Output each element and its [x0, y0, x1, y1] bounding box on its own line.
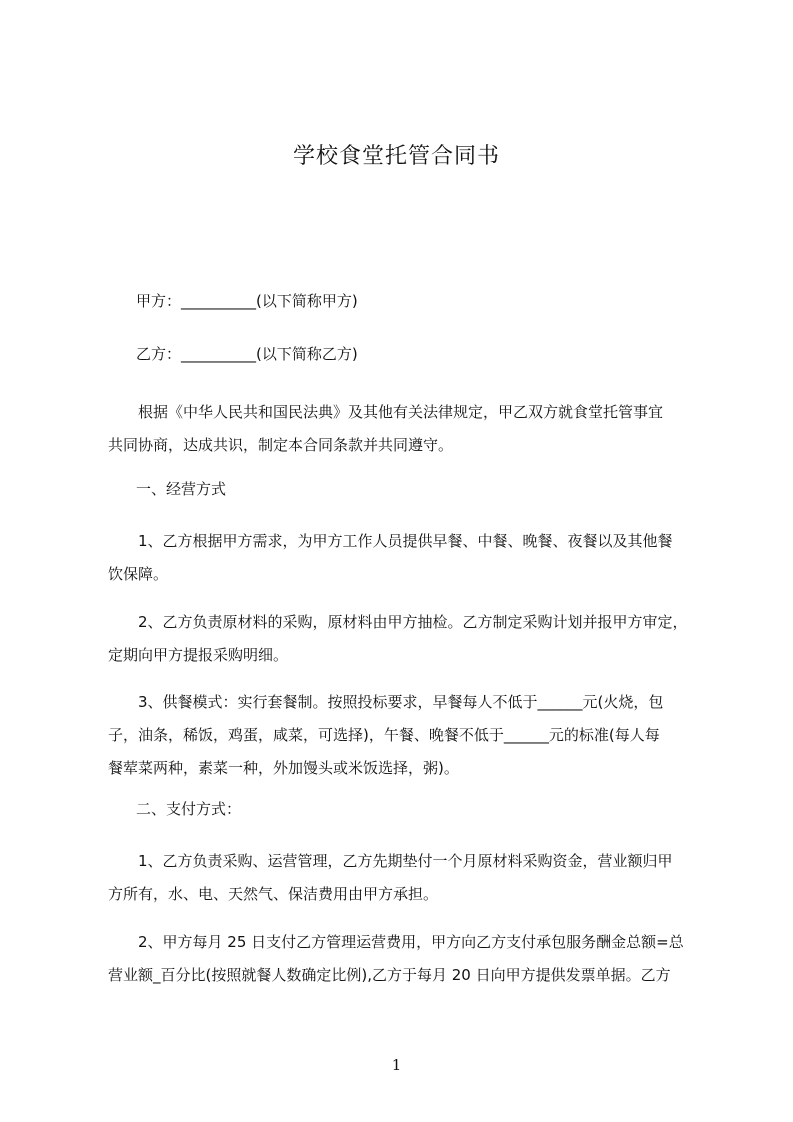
preamble-line-2: 共同协商，达成共识，制定本合同条款并共同遵守。: [108, 436, 454, 454]
party-b-line: 乙方：__________(以下简称乙方): [136, 345, 358, 363]
section-2-item-2-line-1: 2、甲方每月 25 日支付乙方管理运营费用，甲方向乙方支付承包服务酬金总额=总: [138, 933, 684, 951]
section-1-heading: 一、经营方式: [136, 480, 227, 498]
section-2-item-1-line-2: 方所有，水、电、天然气、保洁费用由甲方承担。: [108, 885, 439, 903]
section-2-item-2-line-2: 营业额_百分比(按照就餐人数确定比例),乙方于每月 20 日向甲方提供发票单据。乙方: [108, 966, 671, 984]
section-1-item-3-line-3: 餐荤菜两种，素菜一种，外加馒头或米饭选择，粥)。: [108, 759, 459, 777]
section-2-heading: 二、支付方式：: [136, 800, 242, 818]
section-1-item-1: [108, 525, 712, 591]
section-2-item-2: [108, 926, 696, 992]
preamble-line-1: 根据《中华人民共和国民法典》及其他有关法律规定，甲乙双方就食堂托管事宜: [138, 403, 664, 421]
section-2-item-1-line-1: 1、乙方负责采购、运营管理，乙方先期垫付一个月原材料采购资金，营业额归甲: [138, 852, 673, 870]
section-1-item-2: [108, 606, 712, 672]
page-number: 1: [391, 1056, 402, 1074]
document-title: 学校食堂托管合同书: [292, 144, 500, 169]
section-1-item-2-line-1: 2、乙方负责原材料的采购，原材料由甲方抽检。乙方制定采购计划并报甲方审定，: [138, 613, 688, 631]
party-a-line: 甲方：__________(以下简称甲方): [136, 292, 358, 310]
section-2-item-1: [108, 845, 712, 911]
section-1-item-1-line-1: 1、乙方根据甲方需求，为甲方工作人员提供早餐、中餐、晚餐、夜餐以及其他餐: [138, 532, 673, 550]
section-1-item-1-line-2: 饮保障。: [108, 565, 169, 583]
section-1-item-3-line-2: 子，油条，稀饭，鸡蛋，咸菜，可选择)，午餐、晚餐不低于______元的标准(每人每: [108, 726, 660, 744]
section-1-item-2-line-2: 定期向甲方提报采购明细。: [108, 646, 289, 664]
section-1-item-3-line-1: 3、供餐模式：实行套餐制。按照投标要求，早餐每人不低于______元(火烧，包: [138, 693, 664, 711]
preamble-paragraph: [108, 396, 712, 462]
section-1-item-3: [108, 686, 712, 785]
